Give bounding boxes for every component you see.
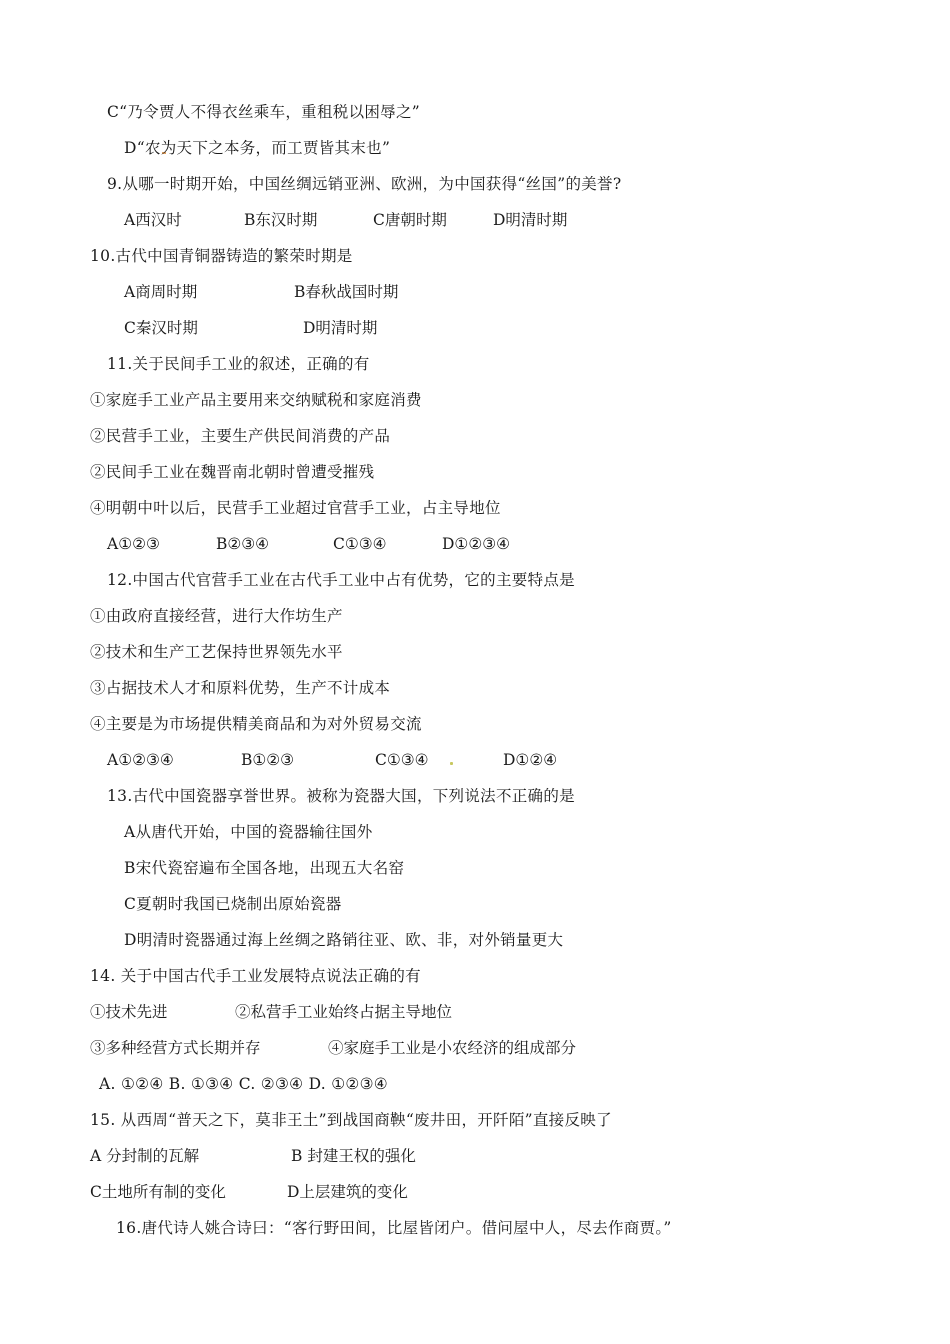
q12-stem: 12.中国古代官营手工业在古代手工业中占有优势，它的主要特点是 — [107, 571, 575, 589]
q12-option-d: D①②④ — [503, 751, 558, 769]
q8-option-d: D“农为天下之本务，而工贾皆其末也” — [124, 139, 391, 157]
q11-statement-1: ①家庭手工业产品主要用来交纳赋税和家庭消费 — [90, 391, 422, 409]
q11-statement-2: ②民营手工业，主要生产供民间消费的产品 — [90, 427, 391, 445]
q12-option-c: C①③④ — [375, 751, 429, 769]
q10-option-b: B春秋战国时期 — [294, 283, 399, 301]
q11-option-d: D①②③④ — [442, 535, 511, 553]
q13-option-a: A从唐代开始，中国的瓷器输往国外 — [124, 823, 373, 841]
q12-option-b: B①②③ — [241, 751, 295, 769]
q9-option-c: C唐朝时期 — [373, 211, 447, 229]
q14-options: A. ①②④ B. ①③④ C. ②③④ D. ①②③④ — [99, 1075, 389, 1093]
q15-option-c: C土地所有制的变化 — [90, 1183, 226, 1201]
q8-option-c: C“乃令贾人不得衣丝乘车，重租税以困辱之” — [107, 103, 421, 121]
q14-statement-1: ①技术先进 — [90, 1003, 168, 1021]
q11-option-b: B②③④ — [216, 535, 270, 553]
q13-option-b: B宋代瓷窑遍布全国各地，出现五大名窑 — [124, 859, 405, 877]
q11-stem: 11.关于民间手工业的叙述，正确的有 — [107, 355, 370, 373]
q13-stem: 13.古代中国瓷器享誉世界。被称为瓷器大国，下列说法不正确的是 — [107, 787, 575, 805]
q12-statement-3: ③占据技术人才和原料优势，生产不计成本 — [90, 679, 391, 697]
q9-stem: 9.从哪一时期开始，中国丝绸远销亚洲、欧洲，为中国获得“丝国”的美誉? — [107, 175, 622, 193]
q15-stem: 15. 从西周“普天之下，莫非王土”到战国商鞅“废井田，开阡陌”直接反映了 — [90, 1111, 612, 1129]
q14-stem: 14. 关于中国古代手工业发展特点说法正确的有 — [90, 967, 421, 985]
q11-statement-3: ②民间手工业在魏晋南北朝时曾遭受摧残 — [90, 463, 375, 481]
q12-statement-4: ④主要是为市场提供精美商品和为对外贸易交流 — [90, 715, 422, 733]
q12-option-a: A①②③④ — [107, 751, 174, 769]
q10-stem: 10.古代中国青铜器铸造的繁荣时期是 — [90, 247, 353, 265]
mark-dot — [450, 762, 453, 765]
q16-stem: 16.唐代诗人姚合诗曰：“客行野田间，比屋皆闭户。借问屋中人，尽去作商贾。” — [116, 1219, 672, 1237]
q14-statement-2: ②私营手工业始终占据主导地位 — [235, 1003, 453, 1021]
q10-option-d: D明清时期 — [303, 319, 378, 337]
q15-option-a: A 分封制的瓦解 — [90, 1147, 200, 1165]
q11-option-c: C①③④ — [333, 535, 387, 553]
q15-option-d: D上层建筑的变化 — [287, 1183, 408, 1201]
q9-option-a: A西汉时 — [124, 211, 182, 229]
q12-statement-2: ②技术和生产工艺保持世界领先水平 — [90, 643, 343, 661]
q14-statement-4: ④家庭手工业是小农经济的组成部分 — [328, 1039, 577, 1057]
q13-option-c: C夏朝时我国已烧制出原始瓷器 — [124, 895, 342, 913]
q11-option-a: A①②③ — [107, 535, 160, 553]
q12-statement-1: ①由政府直接经营，进行大作坊生产 — [90, 607, 343, 625]
q9-option-b: B东汉时期 — [244, 211, 318, 229]
q11-statement-4: ④明朝中叶以后，民营手工业超过官营手工业，占主导地位 — [90, 499, 501, 517]
q9-option-d: D明清时期 — [493, 211, 568, 229]
q10-option-c: C秦汉时期 — [124, 319, 198, 337]
q15-option-b: B 封建王权的强化 — [291, 1147, 416, 1165]
q13-option-d: D明清时瓷器通过海上丝绸之路销往亚、欧、非，对外销量更大 — [124, 931, 564, 949]
q10-option-a: A商周时期 — [124, 283, 198, 301]
q14-statement-3: ③多种经营方式长期并存 — [90, 1039, 261, 1057]
